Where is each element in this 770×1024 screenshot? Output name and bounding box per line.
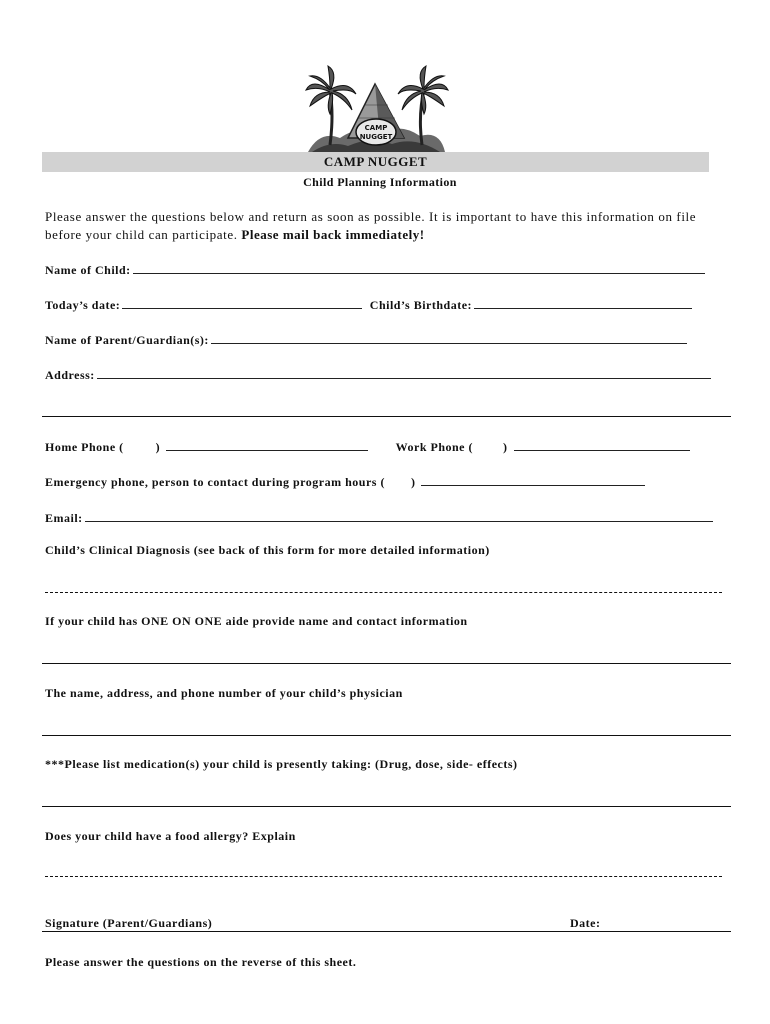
todays-date-label: Today’s date:: [45, 298, 121, 312]
intro-text: Please answer the questions below and return as soon as possible. It is important to have this information on file before your child can participate.: [45, 209, 697, 242]
medication-question: ***Please list medication(s) your child is presently taking: (Drug, dose, side- effects): [45, 757, 518, 771]
phones-field: [45, 439, 690, 455]
work-phone-line[interactable]: [514, 439, 690, 451]
logo-text-nugget: NUGGET: [359, 133, 393, 141]
physician-answer-line[interactable]: [42, 735, 731, 736]
child-name-line[interactable]: [133, 262, 705, 274]
home-phone-label: Home Phone (: [45, 440, 124, 454]
emergency-phone-label: Emergency phone, person to contact during program hours (: [45, 475, 385, 489]
work-phone-close: ): [503, 440, 508, 454]
form-subtitle: Child Planning Information: [303, 175, 457, 189]
one-on-one-answer-line[interactable]: [42, 663, 731, 664]
emergency-phone-close: ): [410, 475, 416, 489]
diagnosis-question: Child’s Clinical Diagnosis (see back of this form for more detailed information): [45, 543, 490, 557]
home-phone-line[interactable]: [166, 439, 368, 451]
address-line-2[interactable]: [42, 416, 731, 417]
child-name-label: Name of Child:: [45, 263, 131, 277]
medication-answer-line[interactable]: [42, 806, 731, 807]
home-phone-close: ): [155, 440, 161, 454]
emergency-phone-line[interactable]: [421, 474, 645, 486]
signature-date-label: Date:: [570, 916, 601, 930]
logo-text-camp: CAMP: [364, 124, 388, 132]
child-name-field: [45, 262, 705, 278]
child-birthdate-label: Child’s Birthdate:: [369, 298, 473, 312]
email-line[interactable]: [85, 510, 713, 522]
diagnosis-answer-line[interactable]: [45, 592, 722, 593]
address-line-1[interactable]: [97, 367, 711, 379]
allergy-question: Does your child have a food allergy? Explain: [45, 829, 296, 843]
child-birthdate-line[interactable]: [474, 297, 692, 309]
intro-paragraph: [45, 208, 735, 244]
banner-title: CAMP NUGGET: [42, 152, 709, 172]
work-phone-label: Work Phone (: [395, 440, 473, 454]
address-field: [45, 367, 711, 383]
parent-name-label: Name of Parent/Guardian(s):: [45, 333, 209, 347]
signature-label: Signature (Parent/Guardians): [45, 916, 213, 930]
emergency-phone-field: [45, 474, 645, 490]
one-on-one-question: If your child has ONE ON ONE aide provide name and contact information: [45, 614, 468, 628]
intro-emphasis: Please mail back immediately!: [241, 227, 425, 242]
email-label: Email:: [45, 511, 83, 525]
allergy-answer-line[interactable]: [45, 876, 722, 877]
parent-name-field: [45, 332, 687, 348]
todays-date-line[interactable]: [122, 297, 362, 309]
camp-nugget-logo: [300, 60, 450, 160]
dates-field: [45, 297, 692, 313]
footer-note: Please answer the questions on the reverse of this sheet.: [45, 955, 357, 969]
email-field: [45, 510, 713, 526]
parent-name-line[interactable]: [211, 332, 687, 344]
physician-question: The name, address, and phone number of your child’s physician: [45, 686, 403, 700]
address-label: Address:: [45, 368, 95, 382]
signature-line[interactable]: [42, 931, 731, 932]
